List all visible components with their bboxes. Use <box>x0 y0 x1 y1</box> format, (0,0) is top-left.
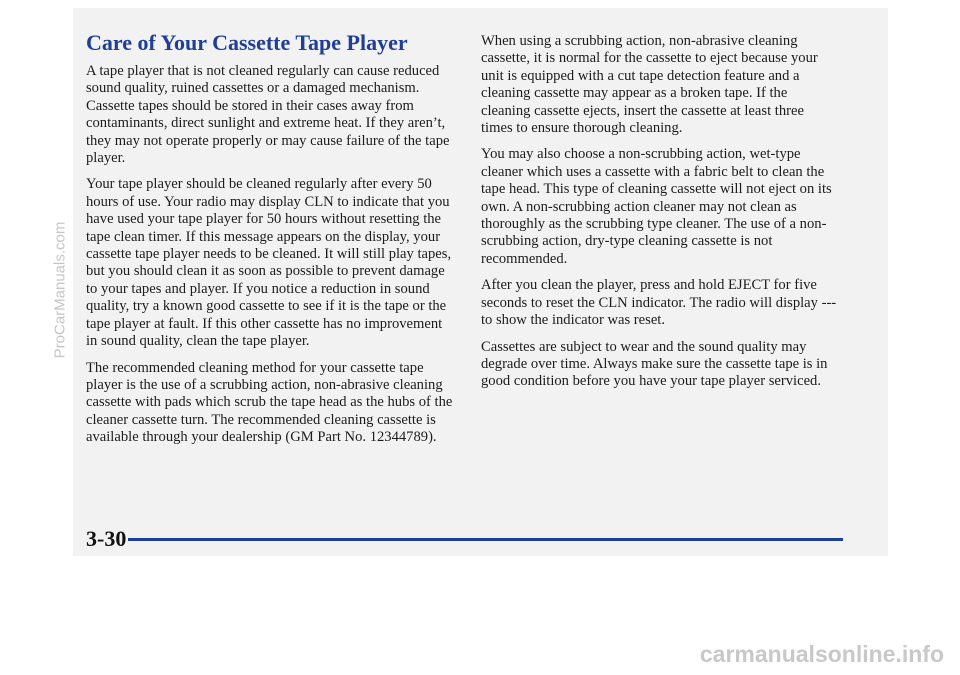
footer-rule <box>128 538 843 541</box>
paragraph: You may also choose a non-scrubbing action, wet-type cleaner which uses a cassette with a fabric belt to clean the tape head. This type of cleaning cassette will not eject on its own. A non-scrubbing action cleaner may not clean as thoroughly as the scrubbing type cleaner. The use of a non-scrubbing action, dry-type cleaning cassette is not recommended. <box>481 146 832 267</box>
paragraph: Your tape player should be cleaned regularly after every 50 hours of use. Your radio may display CLN to indicate that you have used your tape player for 50 hours without resetting the tape clean timer. If this message appears on the display, your cassette tape player needs to be cleaned. It will still play tapes, but you should clean it as soon as possible to prevent damage to your tapes and player. If you notice a reduction in sound quality, try a known good cassette to see if it is the tape or the tape player at fault. If this other cassette has no improvement in sound quality, clean the tape player. <box>86 176 452 350</box>
right-column <box>481 33 837 400</box>
section-title: Care of Your Cassette Tape Player <box>86 30 408 55</box>
paragraph: After you clean the player, press and hold EJECT for five seconds to reset the CLN indicator. The radio will display --- to show the indicator was reset. <box>481 277 837 329</box>
bottom-watermark: carmanualsonline.info <box>699 641 944 667</box>
paragraph: Cassettes are subject to wear and the sound quality may degrade over time. Always make sure the cassette tape is in good condition before you have your tape player serviced. <box>481 338 828 390</box>
paragraph: A tape player that is not cleaned regularly can cause reduced sound quality, ruined cassettes or a damaged mechanism. Cassette tapes should be stored in their cases away from contaminants, direct sunlight and extreme heat. If they aren’t, they may not operate properly or may cause failure of the tape player. <box>86 63 450 167</box>
side-watermark-text: ProCarManuals.com <box>51 221 69 359</box>
left-column <box>86 63 454 456</box>
page-number: 3-30 <box>86 526 127 551</box>
paragraph: The recommended cleaning method for your cassette tape player is the use of a scrubbing action, non-abrasive cleaning cassette with pads which scrub the tape head as the hubs of the cleaner cassette turn. The recommended cleaning cassette is available through your dealership (GM Part No. 12344789). <box>86 359 453 446</box>
paragraph: When using a scrubbing action, non-abrasive cleaning cassette, it is normal for the cassette to eject because your unit is equipped with a cut tape detection feature and a cleaning cassette may appear as a broken tape. If the cleaning cassette ejects, insert the cassette at least three times to ensure thorough cleaning. <box>481 33 818 137</box>
side-watermark <box>45 60 75 520</box>
